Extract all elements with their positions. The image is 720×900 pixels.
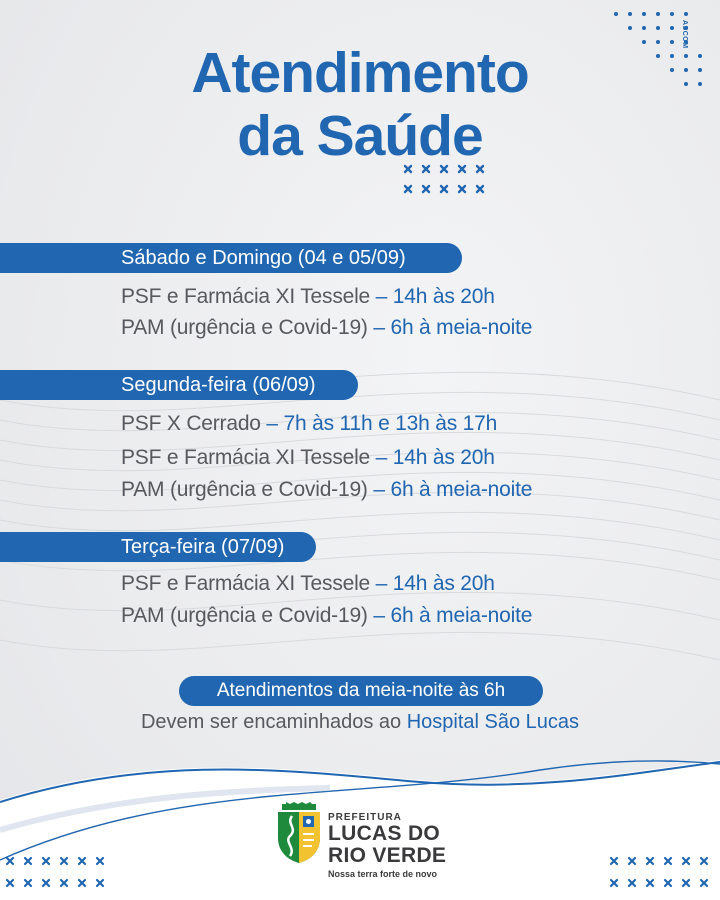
schedule-row: [121, 412, 497, 436]
night-hours-pill: Atendimentos da meia-noite às 6h: [179, 676, 543, 706]
schedule-row: [121, 446, 495, 470]
hospital-name: Hospital São Lucas: [406, 711, 580, 733]
corner-tag: ASCOM: [681, 20, 688, 49]
city-logo-text: [328, 812, 446, 879]
schedule-row: [121, 285, 495, 309]
place-name: PAM (urgência e Covid-19): [121, 604, 368, 627]
note-prefix: Devem ser encaminhados ao: [140, 711, 407, 733]
day-banner-tuesday: Terça-feira (07/09): [0, 532, 316, 562]
place-name: PSF X Cerrado: [121, 412, 261, 435]
opening-hours: – 7h às 11h e 13h às 17h: [260, 412, 498, 435]
schedule-row: [121, 478, 532, 502]
opening-hours: – 6h à meia-noite: [367, 316, 533, 339]
opening-hours: – 6h à meia-noite: [367, 478, 533, 501]
place-name: PSF e Farmácia XI Tessele: [121, 446, 371, 469]
cross-pattern-decoration: [4, 855, 114, 895]
schedule-row: [121, 572, 495, 596]
day-banner-monday: Segunda-feira (06/09): [0, 370, 358, 400]
title-line-1: Atendimento: [191, 41, 529, 105]
place-name: PAM (urgência e Covid-19): [121, 316, 368, 339]
schedule-row: [121, 316, 532, 340]
cross-pattern-decoration: [608, 855, 718, 895]
opening-hours: – 14h às 20h: [370, 285, 495, 308]
logo-slogan: Nossa terra forte de novo: [328, 869, 438, 879]
logo-prefeitura: PREFEITURA: [328, 812, 402, 823]
night-hours-note: [0, 711, 720, 734]
day-banner-weekend: Sábado e Domingo (04 e 05/09): [0, 243, 462, 273]
place-name: PSF e Farmácia XI Tessele: [121, 285, 371, 308]
place-name: PSF e Farmácia XI Tessele: [121, 572, 371, 595]
schedule-row: [121, 604, 532, 628]
city-crest-icon: [276, 802, 322, 864]
cross-pattern-decoration: [402, 163, 502, 203]
opening-hours: – 14h às 20h: [370, 446, 495, 469]
logo-name-line2: RIO VERDE: [328, 844, 447, 867]
opening-hours: – 6h à meia-noite: [367, 604, 533, 627]
place-name: PAM (urgência e Covid-19): [121, 478, 368, 501]
logo-name-line1: LUCAS DO: [328, 822, 441, 845]
title-line-2: da Saúde: [237, 104, 483, 168]
opening-hours: – 14h às 20h: [370, 572, 495, 595]
